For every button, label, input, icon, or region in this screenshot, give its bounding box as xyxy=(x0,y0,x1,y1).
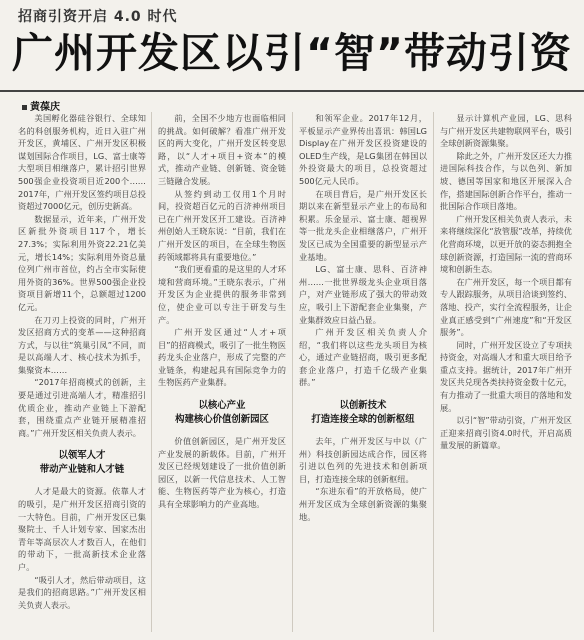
paragraph: 在刀刃上投资的同时，广州开发区招商方式的变革——这种招商方式，与以往“筑巢引凤”不同，而是以高端人才、核心技术为抓手，集聚资本…… xyxy=(18,314,146,375)
section-subheading: 以领军人才 带动产业链和人才链 xyxy=(39,450,125,476)
paragraph: “我们更看重的是这里的人才环境和营商环境。”王晓东表示，广州开发区为企业提供的服务非常到位，使企业可以专注于研发与生产。 xyxy=(158,264,286,325)
headline: 广州开发区以引“智”带动引资 xyxy=(12,29,572,77)
paragraph: “东进东看”的开放格局，使广州开发区成为全球创新资源的集聚地。 xyxy=(299,486,427,522)
paragraph: 广州开发区相关负责人表示，未来将继续深化“放管服”改革，持续优化营商环境，以更开放的姿态拥抱全球创新资源，打造国际一流的营商环境和创新生态。 xyxy=(440,213,572,275)
paragraph: 人才是最大的资源。依靠人才的吸引，是广州开发区招商引资的一大特色。目前，广州开发区已集聚院士、千人计划专家、国家杰出青年等高层次人才数百人，在他们的带动下，一批高新技术企业落户。 xyxy=(18,486,146,572)
article-column-1 xyxy=(18,112,146,636)
byline-author: 黄葆庆 xyxy=(30,102,60,113)
column-divider xyxy=(292,112,293,632)
paragraph: 在广州开发区，每一个项目都有专人跟踪服务，从项目洽谈到签约、落地、投产，实行全流程服务，让企业真正感受到“广州速度”和“开发区服务”。 xyxy=(440,276,572,338)
paragraph: 同时，广州开发区设立了专项扶持资金，对高端人才和重大项目给予重点支持。据统计，2017年广州开发区共兑现各类扶持资金数十亿元，有力推动了一批重大项目的落地和发展。 xyxy=(440,339,572,413)
column-divider xyxy=(433,112,434,632)
paragraph: 从签约到动工仅用1个月时间，投资超百亿元的百济神州项目已在广州开发区开工建设。百济神州创始人王晓东说：“目前，我们在广州开发区的项目，在全球生物医药领域都将具有重要地位。” xyxy=(158,188,286,262)
paragraph: “吸引人才，然后带动项目，这是我们的招商思路。”广州开发区相关负责人表示。 xyxy=(18,574,146,610)
article-column-2 xyxy=(158,112,286,636)
paragraph: 数据显示，近年来，广州开发区新批外资项目117个，增长27.3%；实际利用外资22.21亿美元，增长14%；实际利用外资总量位列广州市首位，约占全市实际使用外资的36%。世界500强企业投资项目新增11个，总额超过1200亿元。 xyxy=(18,213,146,312)
paragraph: 广州开发区相关负责人介绍，“我们将以这些龙头项目为核心，通过产业链招商，吸引更多配套企业落户，打造千亿级产业集群。” xyxy=(299,327,427,388)
article-column-3 xyxy=(299,112,427,636)
column-divider xyxy=(151,112,152,632)
section-subheading: 以核心产业 构建核心价值创新园区 xyxy=(175,400,269,426)
paragraph: 价值创新园区，是广州开发区产业发展的新载体。目前，广州开发区已经规划建设了一批价值创新园区，以新一代信息技术、人工智能、生物医药等产业为核心，打造具有全球影响力的产业高地。 xyxy=(158,436,286,510)
paragraph: 广州开发区通过“人才+项目”的招商模式，吸引了一批生物医药龙头企业落户，形成了完整的产业链条，构建起具有国际竞争力的生物医药产业集群。 xyxy=(158,327,286,388)
paragraph: 前，全国不少地方也面临相同的挑战。如何破解？看准广州开发区的两大变化，广州开发区转变思路，以“人才+项目+资本”的模式，推动产业链、创新链、资金链三链融合发展。 xyxy=(158,113,286,186)
paragraph: 以引“智”带动引资，广州开发区正迎来招商引资4.0时代，开启高质量发展的新篇章。 xyxy=(440,415,572,451)
byline-square-icon xyxy=(22,105,27,110)
paragraph: 显示计算机产业园，LG、思科与广州开发区共建物联网平台，吸引全球创新资源集聚。 xyxy=(440,113,572,149)
paragraph: 和领军企业。2017年12月，平板显示产业界传出喜讯：韩国LG Display在广州开发区投资建设的OLED生产线，是LG集团在韩国以外投资最大的项目，总投资超过500亿元人民币。 xyxy=(299,113,427,186)
paragraph: 美国孵化器硅谷银行、全球知名的科创服务机构，近日入驻广州开发区，黄埔区、广州开发区积极谋划国际合作项目，LG、富士康等大型项目相继落户，累计招引世界500强企业投资项目近200个……2017年，广州开发区签约项目总投资超过7000亿元，创历史新高。 xyxy=(18,113,146,212)
header-rule xyxy=(0,90,584,92)
article-column-4 xyxy=(440,112,572,636)
kicker-title: 招商引资开启 4.0 时代 xyxy=(18,9,178,25)
paragraph: 除此之外，广州开发区还大力推进国际科技合作，与以色列、新加坡、德国等国家和地区开展深入合作，搭建国际创新合作平台，推动一批国际合作项目落地。 xyxy=(440,150,572,212)
paragraph: LG、富士康、思科、百济神州……一批世界级龙头企业项目落户，对产业链形成了强大的带动效应，吸引上下游配套企业集聚，产业集群效应日益凸显。 xyxy=(299,264,427,325)
paragraph: “2017年招商模式的创新，主要是通过引进高端人才，精准招引优质企业，推动产业链上下游配套，围绕重点产业链开展精准招商。”广州开发区相关负责人表示。 xyxy=(18,377,146,438)
byline xyxy=(22,98,60,113)
section-subheading: 以创新技术 打造连接全球的创新枢纽 xyxy=(311,400,415,426)
paragraph: 在项目背后，是广州开发区长期以来在新型显示产业上的布局和积累。乐金显示、富士康、超视界等一批龙头企业相继落户，广州开发区已成为全国重要的新型显示产业基地。 xyxy=(299,188,427,262)
paragraph: 去年，广州开发区与中以（广州）科技创新园达成合作，园区将引进以色列的先进技术和创新项目，打造连接全球的创新枢纽。 xyxy=(299,436,427,484)
